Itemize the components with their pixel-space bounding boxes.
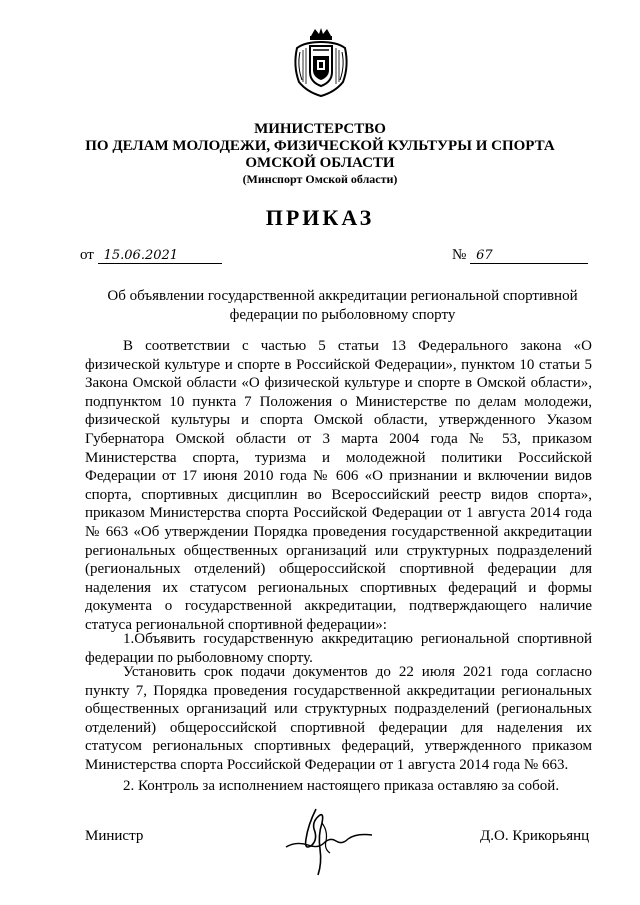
ministry-line-2: ПО ДЕЛАМ МОЛОДЕЖИ, ФИЗИЧЕСКОЙ КУЛЬТУРЫ И СПОРТА [85,138,555,154]
date-value: 15.06.2021 [98,248,222,264]
preamble-paragraph [85,337,592,635]
signatory-position: Министр [85,828,144,844]
order-number [452,247,588,264]
signatory-name: Д.О. Крикорьянц [480,828,590,844]
ministry-short-name: (Минспорт Омской области) [242,172,398,186]
number-prefix: № [452,247,467,263]
ministry-line-1: МИНИСТЕРСТВО [254,121,386,137]
order-subject: Об объявлении государственной аккредитации региональной спортивной федерации по рыболовному спорту [107,288,578,323]
coat-of-arms-emblem [291,26,351,98]
order-date [80,247,222,264]
ministry-header [0,121,640,172]
ministry-line-3: ОМСКОЙ ОБЛАСТИ [245,155,395,171]
item-1-deadline-paragraph [85,663,592,775]
item-1-deadline-text: Установить срок подачи документов до 22 июля 2021 года согласно пункту 7, Порядка проведения государственной аккредитации региональных общественных организаций или структурных подразделений (региональных отделений) общероссийской спортивной федерации для наделения их статусом региональных спортивных федераций, утвержденного приказом Министерства спорта Российской Федерации от 1 августа 2014 года № 663. [85,664,592,773]
number-value: 67 [470,248,588,264]
item-2-paragraph [85,777,592,796]
item-2-text: 2. Контроль за исполнением настоящего приказа оставляю за собой. [123,778,560,794]
item-1-text: 1.Объявить государственную аккредитацию региональной спортивной федерации по рыболовному спорту. [85,631,592,666]
preamble-text: В соответствии с частью 5 статьи 13 Федерального закона «О физической культуре и спорте в Российской Федерации», пунктом 10 статьи 5 Закона Омской области «О физической культуре и спорте в Омской области», подпунктом 10 пункта 7 Положения о Министерстве по делам молодежи, физической культуры и спорта Омской области, утвержденного Указом Губернатора Омской области от 3 марта 2004 года № 53, приказом Министерства спорта, туризма и молодежной политики Российской Федерации от 17 июня 2010 года № 606 «О признании и включении видов спорта, спортивных дисциплин во Всероссийский реестр видов спорта», приказом Министерства спорта Российской Федерации от 1 августа 2014 года № 663 «Об утверждении Порядка проведения государственной аккредитации региональных общественных организаций или структурных подразделений (региональных отделений) общероссийской спортивной федерации для наделения их статусом региональных спортивных федераций и формы документа о государственной аккредитации, подтверждающего наличие статуса региональной спортивной федерации»: [85,338,592,633]
item-1-paragraph [85,630,592,667]
date-prefix: от [80,247,94,263]
document-type-title: ПРИКАЗ [265,205,375,230]
handwritten-signature [278,805,378,883]
